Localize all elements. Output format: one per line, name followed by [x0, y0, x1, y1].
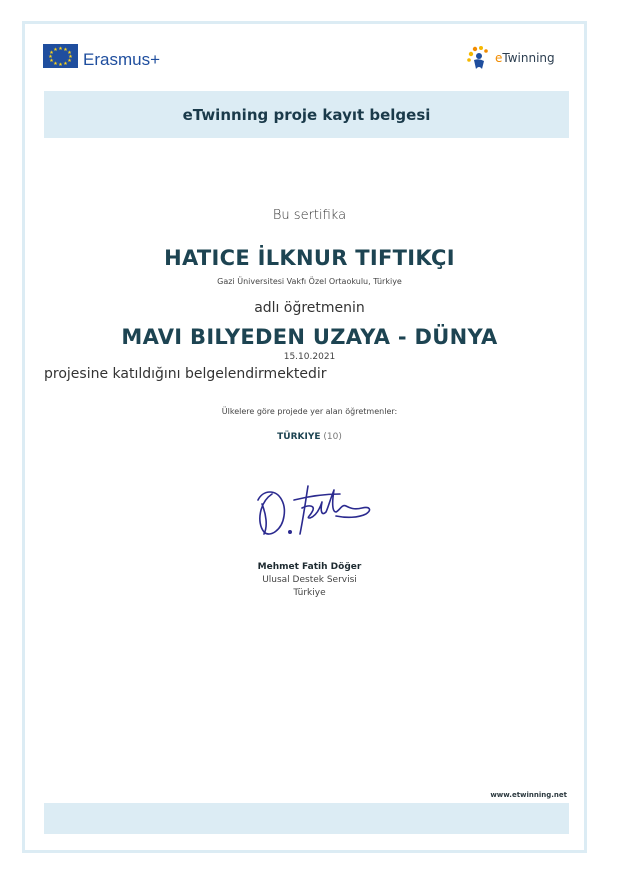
erasmus-wordmark: Erasmus+ — [83, 50, 160, 69]
signature-image — [250, 478, 375, 542]
etwinning-logo — [466, 44, 555, 72]
signatory-role: Ulusal Destek Servisi — [262, 575, 357, 585]
countries-label: Ülkelere göre projede yer alan öğretmenler: — [221, 407, 398, 416]
website-link[interactable]: www.etwinning.net — [490, 791, 567, 799]
certificate-title: eTwinning proje kayıt belgesi — [182, 105, 431, 124]
participation-text: projesine katıldığını belgelendirmektedir — [44, 366, 327, 382]
etwinning-wordmark: eTwinning — [495, 51, 555, 65]
school-name: Gazi Üniversitesi Vakfı Özel Ortaokulu, Türkiye — [217, 277, 402, 286]
signatory-country: Türkiye — [293, 588, 326, 598]
etwinning-figure-icon — [466, 45, 492, 71]
country-count: (10) — [323, 432, 342, 442]
adli-text: adlı öğretmenin — [254, 300, 365, 316]
project-name: MAVI BILYEDEN UZAYA - DÜNYA — [121, 325, 498, 349]
certificate-date: 15.10.2021 — [283, 352, 336, 362]
country-list — [0, 432, 619, 442]
eu-flag-icon: ★ ★ ★ ★ ★ ★ ★ ★ ★ ★ ★ ★ — [43, 44, 78, 68]
title-bar — [44, 91, 569, 138]
footer-bar — [44, 803, 569, 834]
signatory-name: Mehmet Fatih Döğer — [257, 562, 362, 572]
teacher-name: HATICE İLKNUR TIFTIKÇI — [164, 246, 455, 270]
erasmus-logo — [43, 43, 160, 69]
country-name: TÜRKIYE — [277, 432, 321, 442]
intro-text: Bu sertifika — [272, 208, 347, 223]
